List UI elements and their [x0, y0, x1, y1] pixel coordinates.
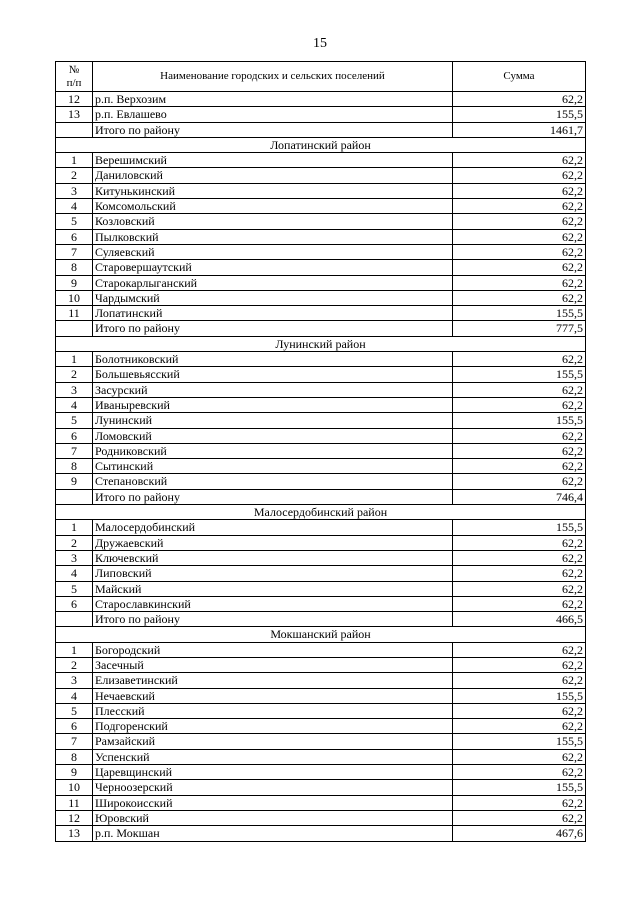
settlement-name: Комсомольский [93, 199, 453, 214]
total-row [56, 122, 586, 137]
settlement-name: Большевьясский [93, 367, 453, 382]
settlement-name: Рамзайский [93, 734, 453, 749]
table-row [56, 459, 586, 474]
row-number: 11 [56, 306, 93, 321]
settlement-name: Степановский [93, 474, 453, 489]
row-sum: 62,2 [453, 474, 586, 489]
table-row [56, 581, 586, 596]
row-sum: 62,2 [453, 795, 586, 810]
row-number: 6 [56, 719, 93, 734]
row-sum: 62,2 [453, 642, 586, 657]
table-row [56, 765, 586, 780]
row-sum: 62,2 [453, 397, 586, 412]
settlement-name: Царевщинский [93, 765, 453, 780]
section-header-row [56, 336, 586, 351]
settlements-table [55, 61, 586, 842]
row-number: 1 [56, 153, 93, 168]
row-number: 2 [56, 367, 93, 382]
settlement-name: р.п. Верхозим [93, 92, 453, 107]
row-number: 3 [56, 673, 93, 688]
total-sum: 746,4 [453, 489, 586, 504]
row-number: 13 [56, 107, 93, 122]
district-title: Лунинский район [56, 336, 586, 351]
table-row [56, 397, 586, 412]
total-sum: 1461,7 [453, 122, 586, 137]
row-number: 3 [56, 382, 93, 397]
settlement-name: Широкоисский [93, 795, 453, 810]
header-settlement-name: Наименование городских и сельских поселений [93, 62, 453, 92]
row-sum: 62,2 [453, 244, 586, 259]
table-row [56, 703, 586, 718]
header-number-abbrev: п/п [66, 76, 82, 89]
section-header-row [56, 505, 586, 520]
district-title: Малосердобинский район [56, 505, 586, 520]
row-sum: 62,2 [453, 810, 586, 825]
settlement-name: Дружаевский [93, 535, 453, 550]
row-sum: 155,5 [453, 780, 586, 795]
row-sum: 155,5 [453, 107, 586, 122]
table-row [56, 107, 586, 122]
settlement-name: Ломовский [93, 428, 453, 443]
table-row [56, 657, 586, 672]
row-number: 2 [56, 657, 93, 672]
row-number: 9 [56, 765, 93, 780]
table-row [56, 810, 586, 825]
total-label: Итого по району [93, 321, 453, 336]
table-row [56, 596, 586, 611]
row-sum: 62,2 [453, 428, 586, 443]
table-row [56, 290, 586, 305]
row-number: 6 [56, 229, 93, 244]
settlement-name: Липовский [93, 566, 453, 581]
settlement-name: Подгоренский [93, 719, 453, 734]
settlement-name: Суляевский [93, 244, 453, 259]
row-number [56, 321, 93, 336]
row-number: 8 [56, 459, 93, 474]
settlement-name: Елизаветинский [93, 673, 453, 688]
table-row [56, 795, 586, 810]
settlement-name: Лопатинский [93, 306, 453, 321]
row-number: 9 [56, 275, 93, 290]
settlement-name: Нечаевский [93, 688, 453, 703]
row-number: 7 [56, 734, 93, 749]
settlement-name: р.п. Евлашево [93, 107, 453, 122]
table-row [56, 153, 586, 168]
row-sum: 62,2 [453, 275, 586, 290]
row-number [56, 489, 93, 504]
settlement-name: Чардымский [93, 290, 453, 305]
row-sum: 62,2 [453, 703, 586, 718]
row-number [56, 612, 93, 627]
settlement-name: Малосердобинский [93, 520, 453, 535]
table-row [56, 260, 586, 275]
row-sum: 62,2 [453, 229, 586, 244]
row-number: 3 [56, 183, 93, 198]
settlement-name: Родниковский [93, 443, 453, 458]
row-number: 4 [56, 199, 93, 214]
row-number: 8 [56, 749, 93, 764]
table-row [56, 826, 586, 841]
row-sum: 62,2 [453, 352, 586, 367]
row-number: 8 [56, 260, 93, 275]
settlement-name: Китунькинский [93, 183, 453, 198]
table-row [56, 306, 586, 321]
row-sum: 155,5 [453, 367, 586, 382]
total-label: Итого по району [93, 489, 453, 504]
row-sum: 62,2 [453, 535, 586, 550]
row-number: 5 [56, 581, 93, 596]
row-number: 4 [56, 688, 93, 703]
table-row [56, 275, 586, 290]
table-row [56, 382, 586, 397]
table-row [56, 719, 586, 734]
table-row [56, 229, 586, 244]
settlement-name: Юровский [93, 810, 453, 825]
row-number: 4 [56, 397, 93, 412]
settlement-name: Верешимский [93, 153, 453, 168]
table-row [56, 413, 586, 428]
table-row [56, 535, 586, 550]
row-sum: 155,5 [453, 688, 586, 703]
table-row [56, 199, 586, 214]
table-row [56, 520, 586, 535]
row-number: 1 [56, 520, 93, 535]
row-number: 1 [56, 642, 93, 657]
row-sum: 62,2 [453, 566, 586, 581]
settlement-name: Лунинский [93, 413, 453, 428]
table-row [56, 673, 586, 688]
total-row [56, 489, 586, 504]
row-sum: 62,2 [453, 92, 586, 107]
row-number: 10 [56, 290, 93, 305]
row-sum: 62,2 [453, 214, 586, 229]
row-sum: 155,5 [453, 306, 586, 321]
row-number: 4 [56, 566, 93, 581]
row-sum: 62,2 [453, 550, 586, 565]
table-row [56, 352, 586, 367]
row-number: 7 [56, 244, 93, 259]
row-number: 5 [56, 703, 93, 718]
table-row [56, 474, 586, 489]
table-row [56, 367, 586, 382]
header-number-symbol: № [68, 63, 80, 76]
row-sum: 62,2 [453, 260, 586, 275]
row-number: 5 [56, 214, 93, 229]
row-sum: 62,2 [453, 183, 586, 198]
district-title: Лопатинский район [56, 137, 586, 152]
settlement-name: Черноозерский [93, 780, 453, 795]
row-sum: 155,5 [453, 413, 586, 428]
table-row [56, 734, 586, 749]
header-row [56, 62, 586, 92]
table-row [56, 168, 586, 183]
section-header-row [56, 627, 586, 642]
settlement-name: Козловский [93, 214, 453, 229]
settlement-name: Иваныревский [93, 397, 453, 412]
total-sum: 466,5 [453, 612, 586, 627]
row-number: 6 [56, 428, 93, 443]
total-label: Итого по району [93, 122, 453, 137]
table-row [56, 566, 586, 581]
row-number [56, 122, 93, 137]
row-sum: 62,2 [453, 290, 586, 305]
section-header-row [56, 137, 586, 152]
table-row [56, 443, 586, 458]
table-row [56, 550, 586, 565]
row-sum: 62,2 [453, 673, 586, 688]
row-sum: 62,2 [453, 382, 586, 397]
total-row [56, 321, 586, 336]
settlement-name: Засечный [93, 657, 453, 672]
settlement-name: Плесский [93, 703, 453, 718]
row-sum: 155,5 [453, 520, 586, 535]
settlement-name: Засурский [93, 382, 453, 397]
total-sum: 777,5 [453, 321, 586, 336]
row-sum: 62,2 [453, 459, 586, 474]
row-number: 13 [56, 826, 93, 841]
row-number: 2 [56, 535, 93, 550]
row-sum: 62,2 [453, 765, 586, 780]
row-sum: 62,2 [453, 199, 586, 214]
row-number: 9 [56, 474, 93, 489]
row-sum: 62,2 [453, 657, 586, 672]
total-label: Итого по району [93, 612, 453, 627]
settlement-name: Старокарлыганский [93, 275, 453, 290]
settlement-name: Ключевский [93, 550, 453, 565]
settlement-name: Пылковский [93, 229, 453, 244]
row-number: 5 [56, 413, 93, 428]
settlement-name: Даниловский [93, 168, 453, 183]
row-number: 11 [56, 795, 93, 810]
row-number: 7 [56, 443, 93, 458]
settlement-name: Майский [93, 581, 453, 596]
row-sum: 62,2 [453, 749, 586, 764]
row-sum: 155,5 [453, 734, 586, 749]
row-sum: 62,2 [453, 596, 586, 611]
table-row [56, 244, 586, 259]
row-number: 6 [56, 596, 93, 611]
header-sum: Сумма [453, 62, 586, 92]
table-row [56, 642, 586, 657]
table-row [56, 780, 586, 795]
page-number: 15 [313, 36, 327, 51]
table-row [56, 214, 586, 229]
row-sum: 62,2 [453, 719, 586, 734]
settlement-name: р.п. Мокшан [93, 826, 453, 841]
row-sum: 62,2 [453, 168, 586, 183]
row-number: 12 [56, 810, 93, 825]
row-number: 12 [56, 92, 93, 107]
total-row [56, 612, 586, 627]
settlement-name: Старославкинский [93, 596, 453, 611]
row-number: 3 [56, 550, 93, 565]
settlement-name: Болотниковский [93, 352, 453, 367]
settlement-name: Богородский [93, 642, 453, 657]
settlement-name: Сытинский [93, 459, 453, 474]
row-sum: 62,2 [453, 443, 586, 458]
header-number [56, 62, 93, 92]
row-number: 10 [56, 780, 93, 795]
settlement-name: Старовершаутский [93, 260, 453, 275]
table-body [56, 92, 586, 842]
table-row [56, 749, 586, 764]
row-sum: 62,2 [453, 153, 586, 168]
row-number: 1 [56, 352, 93, 367]
row-number: 2 [56, 168, 93, 183]
row-sum: 62,2 [453, 581, 586, 596]
district-title: Мокшанский район [56, 627, 586, 642]
table-header [56, 62, 586, 92]
table-row [56, 428, 586, 443]
table-row [56, 183, 586, 198]
row-sum: 467,6 [453, 826, 586, 841]
table-row [56, 688, 586, 703]
table-row [56, 92, 586, 107]
settlement-name: Успенский [93, 749, 453, 764]
